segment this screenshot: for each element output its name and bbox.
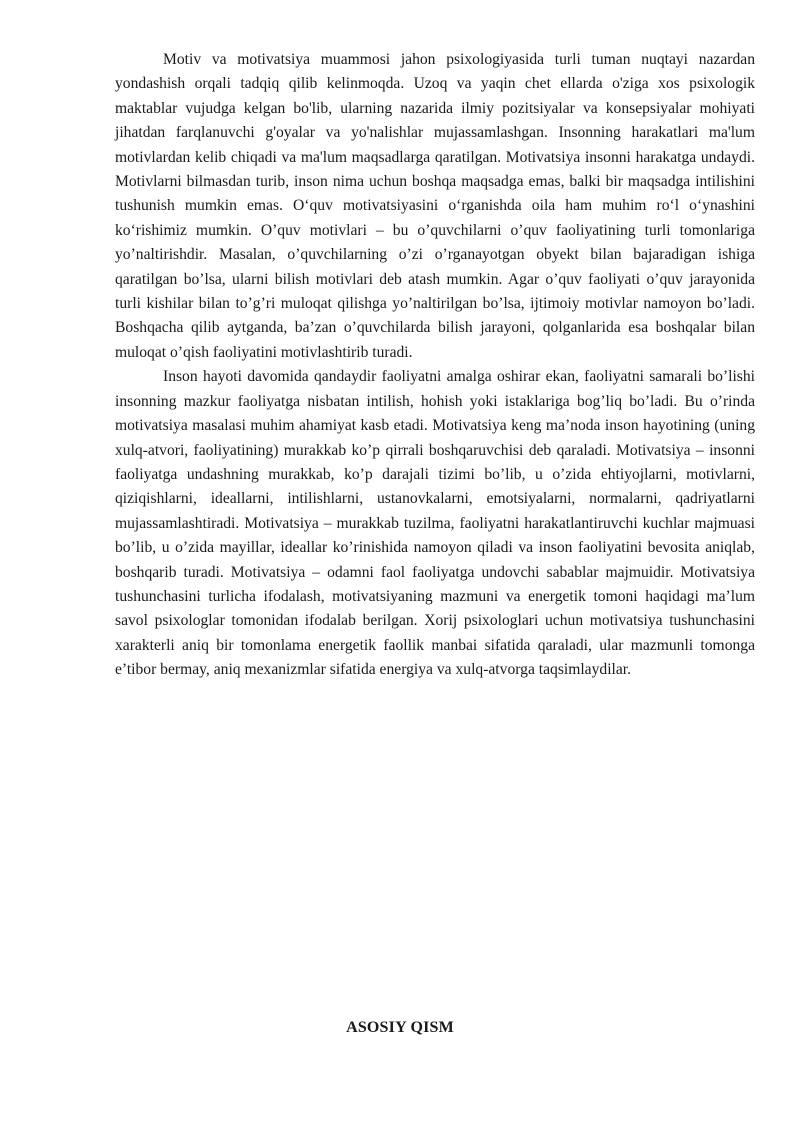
document-body <box>115 48 755 683</box>
paragraph-2: Inson hayoti davomida qandaydir faoliyatni amalga oshirar ekan, faoliyatni samarali bo’lishi insonning mazkur faoliyatga nisbatan intilish, hohish yoki istaklariga bog’liq bo’ladi. Bu o’rinda motivatsiya masalasi muhim ahamiyat kasb etadi. Motivatsiya keng ma’noda inson hayotining (uning xulq-atvori, faoliyatining) murakkab ko’p qirrali boshqaruvchisi deb qaraladi. Motivatsiya – insonni faoliyatga undashning murakkab, ko’p darajali tizimi bo’lib, u o’zida ehtiyojlarni, motivlarni, qiziqishlarni, ideallarni, intilishlarni, ustanovkalarni, emotsiyalarni, normalarni, qadriyatlarni mujassamlashtiradi. Motivatsiya – murakkab tuzilma, faoliyatni harakatlantiruvchi kuchlar majmuasi bo’lib, u o’zida mayillar, ideallar ko’rinishida namoyon qiladi va inson faoliyatini bevosita aniqlab, boshqarib turadi. Motivatsiya – odamni faol faoliyatga undovchi sabablar majmuidir. Motivatsiya tushunchasini turlicha ifodalash, motivatsiyaning mazmuni va energetik tomoni haqidagi ma’lum savol psixologlar tomonidan ifodalab berilgan. Xorij psixologlari uchun motivatsiya tushunchasini xarakterli aniq bir tomonlama energetik faollik manbai sifatida qaraladi, ular mazmunli tomonga e’tibor bermay, aniq mexanizmlar sifatida energiya va xulq-atvorga taqsimlaydilar. <box>115 368 755 679</box>
paragraph-1: Motiv va motivatsiya muammosi jahon psixologiyasida turli tuman nuqtayi nazardan yondashish orqali tadqiq qilib kelinmoqda. Uzoq va yaqin chet ellarda o'ziga xos psixologik maktablar vujudga kelgan bo'lib, ularning nazarida ilmiy pozitsiyalar va konsepsiyalar mohiyati jihatdan farqlanuvchi g'oyalar va yo'nalishlar mujassamlashgan. Insonning harakatlari ma'lum motivlardan kelib chiqadi va ma'lum maqsadlarga qaratilgan. Motivatsiya insonni harakatga undaydi. Motivlarni bilmasdan turib, inson nima uchun boshqa maqsadga emas, balki bir maqsadga intilishini tushunish mumkin emas. O‘quv motivatsiyasini o‘rganishda oila ham muhim ro‘l o‘ynashini ko‘rishimiz mumkin. O’quv motivlari – bu o’quvchilarni o’quv faoliyatining turli tomonlariga yo’naltirishdir. Masalan, o’quvchilarning o’zi o’rganayotgan obyekt bilan bajaradigan ishiga qaratilgan bo’lsa, ularni bilish motivlari deb atash mumkin. Agar o’quv faoliyati o’quv jarayonida turli kishilar bilan to’g’ri muloqat qilishga yo’naltirilgan bo’lsa, ijtimoiy motivlar namoyon bo’ladi. Boshqacha qilib aytganda, ba’zan o’quvchilarda bilish jarayoni, qolganlarida esa boshqalar bilan muloqat o’qish faoliyatini motivlashtirib turadi. <box>115 51 755 361</box>
section-heading: ASOSIY QISM <box>346 1019 454 1036</box>
